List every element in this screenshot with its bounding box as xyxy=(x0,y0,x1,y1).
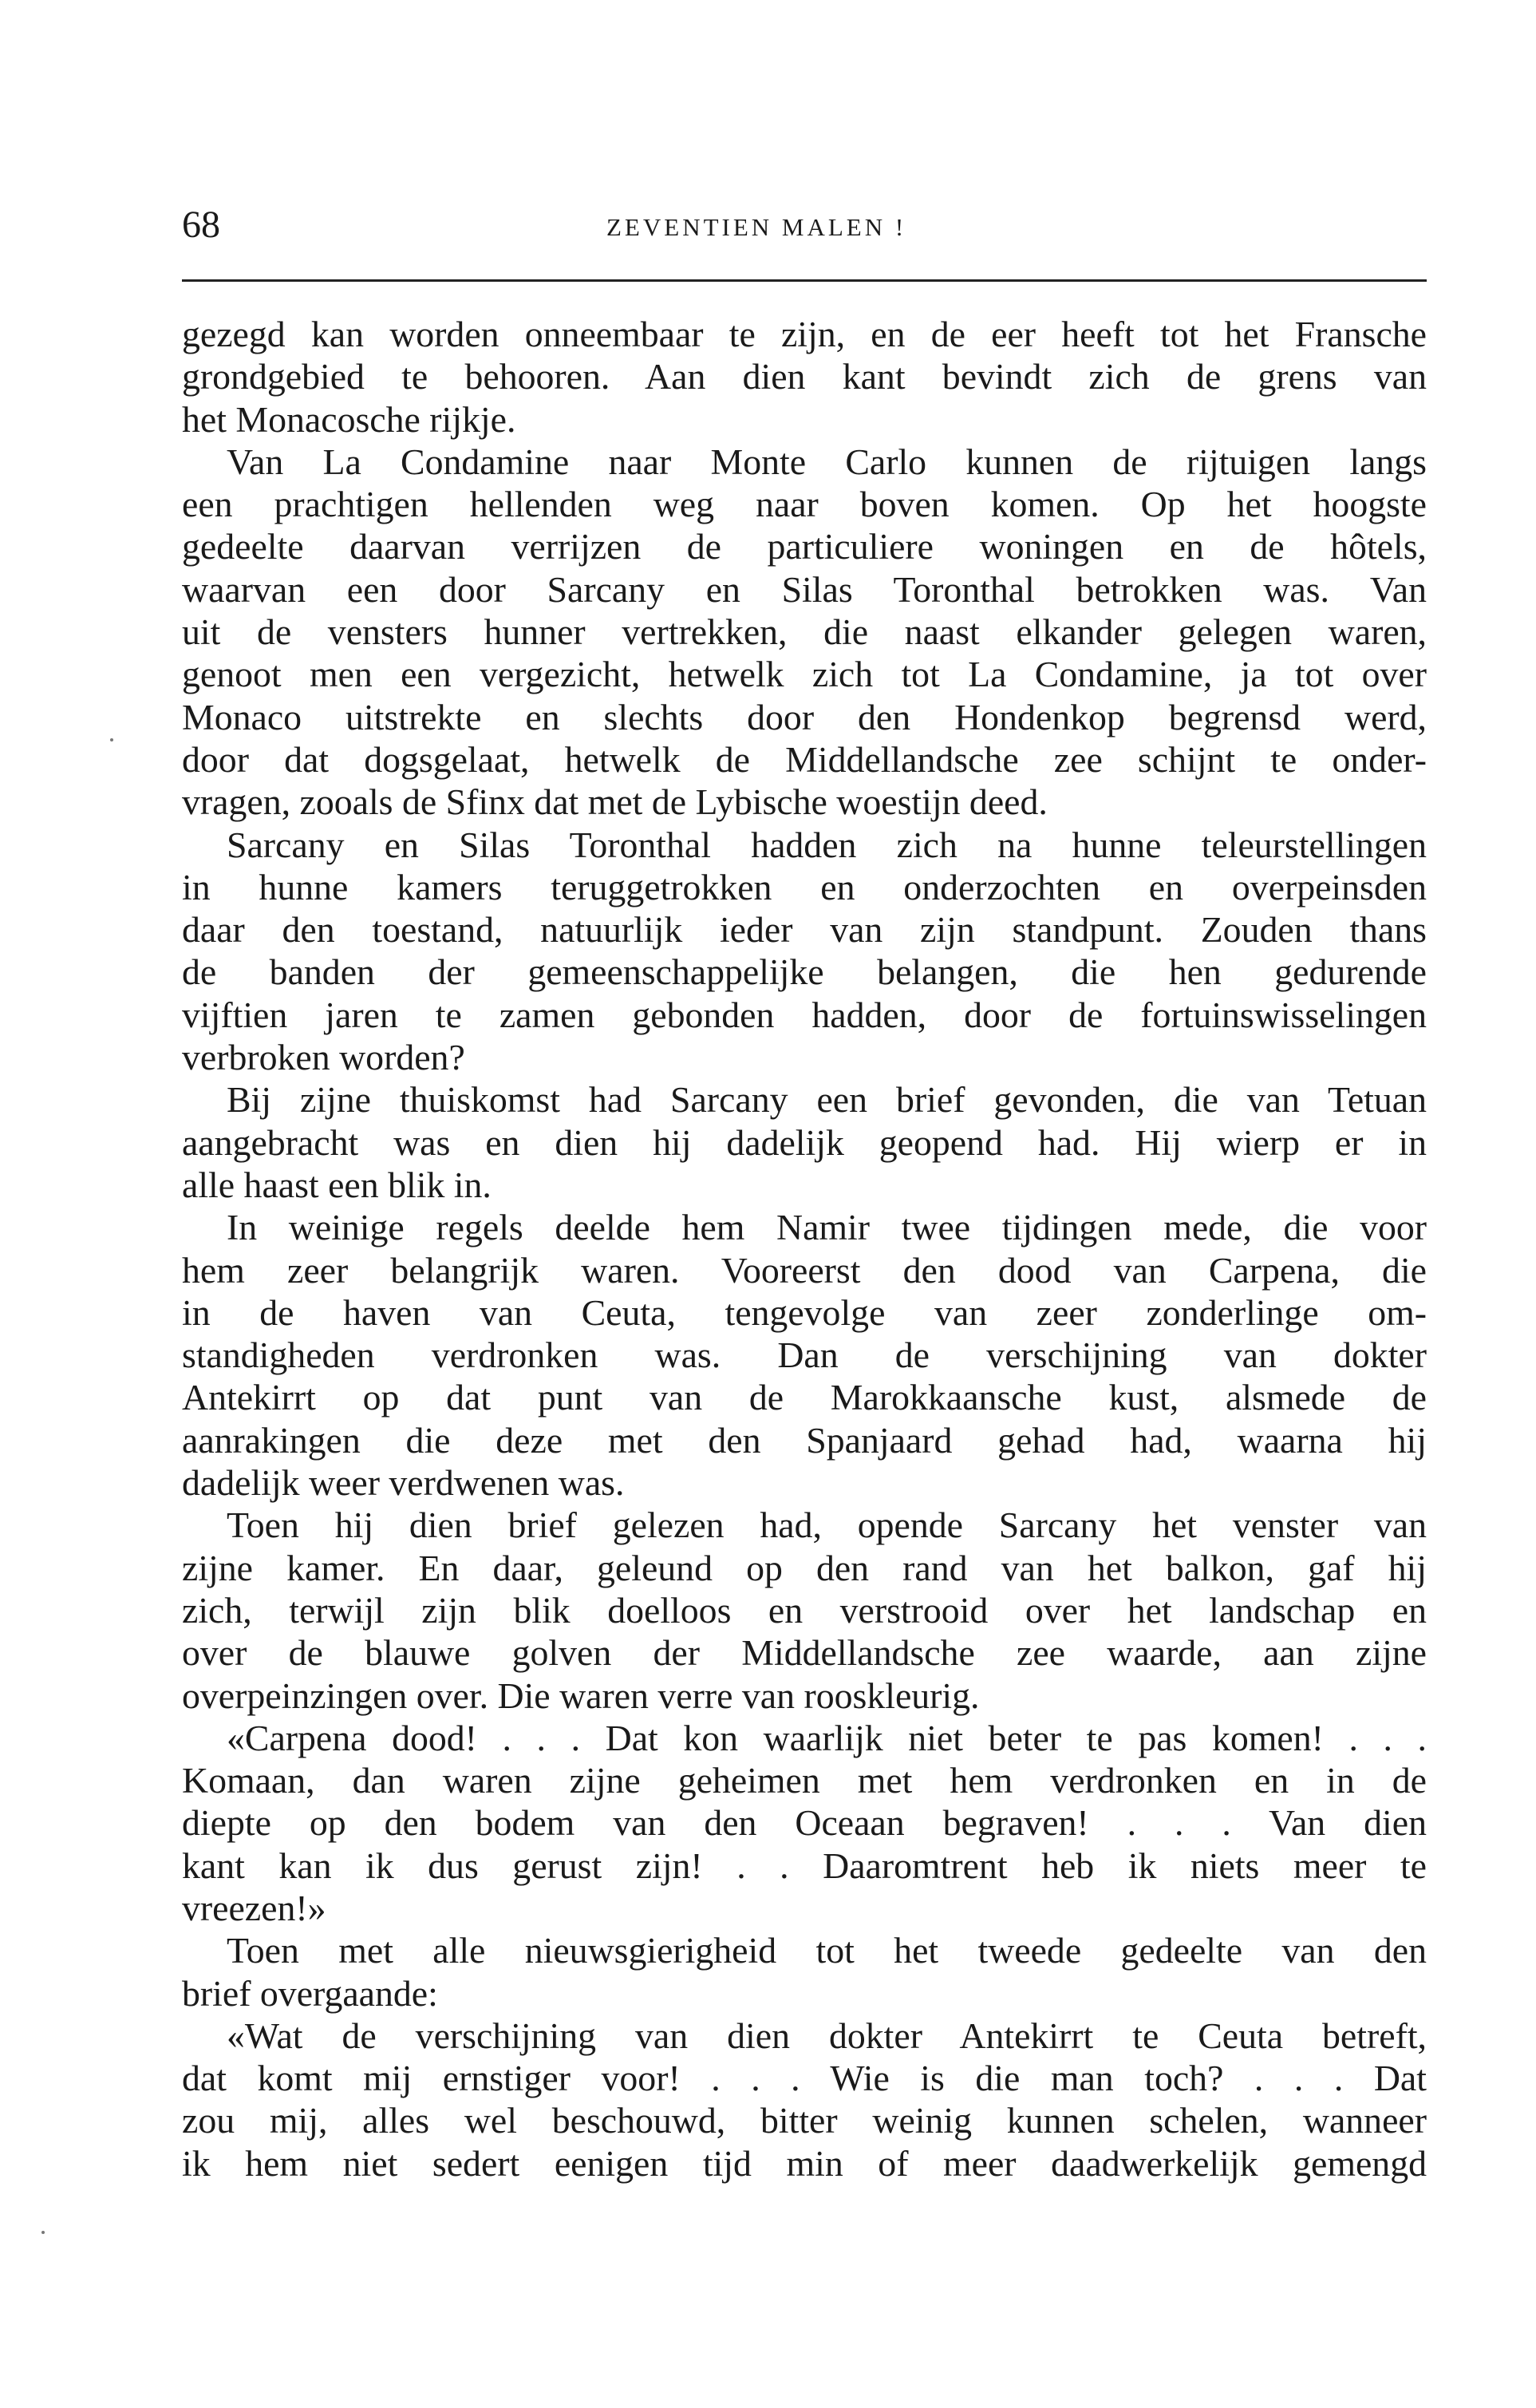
text-line: aanrakingen die deze met den Spanjaard gehad had, waarna hij xyxy=(182,1419,1427,1461)
text-line: zijne kamer. En daar, geleund op den rand van het balkon, gaf hij xyxy=(182,1547,1427,1588)
header-rule xyxy=(182,279,1427,282)
text-line: vijftien jaren te zamen gebonden hadden, door de fortuinswisselingen xyxy=(182,994,1427,1035)
text-line: de banden der gemeenschappelijke belangen, die hen gedurende xyxy=(182,951,1427,993)
text-line: gedeelte daarvan verrijzen de particuliere woningen en de hôtels, xyxy=(182,526,1427,567)
text-line: zich, terwijl zijn blik doelloos en verstrooid over het landschap en xyxy=(182,1589,1427,1631)
text-line: vragen, zooals de Sfinx dat met de Lybische woestijn deed. xyxy=(182,781,1048,823)
text-line: overpeinzingen over. Die waren verre van rooskleurig. xyxy=(182,1675,980,1716)
margin-speck xyxy=(110,738,113,741)
text-line: genoot men een vergezicht, hetwelk zich tot La Condamine, ja tot over xyxy=(182,654,1427,695)
text-line: standigheden verdronken was. Dan de verschijning van dokter xyxy=(182,1334,1427,1376)
text-line: gezegd kan worden onneembaar te zijn, en de eer heeft tot het Fransche xyxy=(182,314,1427,354)
text-line: Komaan, dan waren zijne geheimen met hem verdronken en in de xyxy=(182,1760,1427,1801)
running-title: ZEVENTIEN MALEN ! xyxy=(606,213,907,241)
page-number: 68 xyxy=(182,204,220,246)
text-line: verbroken worden? xyxy=(182,1037,465,1078)
text-line: Bij zijne thuiskomst had Sarcany een brief gevonden, die van Tetuan xyxy=(227,1079,1427,1121)
text-line: over de blauwe golven der Middellandsche zee waarde, aan zijne xyxy=(182,1632,1427,1674)
text-line: Van La Condamine naar Monte Carlo kunnen de rijtuigen langs xyxy=(227,441,1427,482)
text-line: door dat dogsgelaat, hetwelk de Middellandsche zee schijnt te onder- xyxy=(182,738,1427,780)
text-line: zou mij, alles wel beschouwd, bitter weinig kunnen schelen, wanneer xyxy=(182,2100,1427,2141)
text-line: aangebracht was en dien hij dadelijk geopend had. Hij wierp er in xyxy=(182,1121,1427,1163)
text-line: dadelijk weer verdwenen was. xyxy=(182,1462,625,1504)
text-line: in hunne kamers teruggetrokken en onderzochten en overpeinsden xyxy=(182,866,1427,907)
text-line: het Monacosche rijkje. xyxy=(182,398,516,440)
text-line: dat komt mij ernstiger voor! . . . Wie is die man toch? . . . Dat xyxy=(182,2058,1427,2099)
text-line: Antekirrt op dat punt van de Marokkaansche kust, alsmede de xyxy=(182,1377,1427,1418)
text-line: In weinige regels deelde hem Namir twee tijdingen mede, die voor xyxy=(227,1207,1427,1248)
text-line: hem zeer belangrijk waren. Vooreerst den dood van Carpena, die xyxy=(182,1249,1427,1291)
text-line: Toen met alle nieuwsgierigheid tot het tweede gedeelte van den xyxy=(227,1930,1427,1971)
text-line: uit de vensters hunner vertrekken, die naast elkander gelegen waren, xyxy=(182,611,1427,653)
text-line: grondgebied te behooren. Aan dien kant bevindt zich de grens van xyxy=(182,356,1427,397)
text-line: Sarcany en Silas Toronthal hadden zich na hunne teleurstellingen xyxy=(227,824,1427,865)
text-line: diepte op den bodem van den Oceaan begraven! . . . Van dien xyxy=(182,1802,1427,1844)
text-line: «Wat de verschijning van dien dokter Antekirrt te Ceuta betreft, xyxy=(227,2015,1427,2056)
text-line: «Carpena dood! . . . Dat kon waarlijk niet beter te pas komen! . . . xyxy=(227,1717,1427,1758)
text-line: brief overgaande: xyxy=(182,1972,438,2014)
text-line: kant kan ik dus gerust zijn! . . Daaromtrent heb ik niets meer te xyxy=(182,1845,1427,1886)
text-line: waarvan een door Sarcany en Silas Toronthal betrokken was. Van xyxy=(182,568,1427,610)
text-line: ik hem niet sedert eenigen tijd min of meer daadwerkelijk gemengd xyxy=(182,2142,1427,2184)
text-line: in de haven van Ceuta, tengevolge van zeer zonderlinge om- xyxy=(182,1291,1427,1333)
text-line: vreezen!» xyxy=(182,1887,326,1928)
text-line: Monaco uitstrekte en slechts door den Hondenkop begrensd werd, xyxy=(182,696,1427,737)
body-text xyxy=(182,313,1427,2185)
text-line: daar den toestand, natuurlijk ieder van zijn standpunt. Zouden thans xyxy=(182,909,1427,951)
text-line: alle haast een blik in. xyxy=(182,1164,492,1205)
margin-speck xyxy=(41,2231,45,2234)
text-line: Toen hij dien brief gelezen had, opende Sarcany het venster van xyxy=(227,1505,1427,1546)
text-line: een prachtigen hellenden weg naar boven komen. Op het hoogste xyxy=(182,484,1427,525)
